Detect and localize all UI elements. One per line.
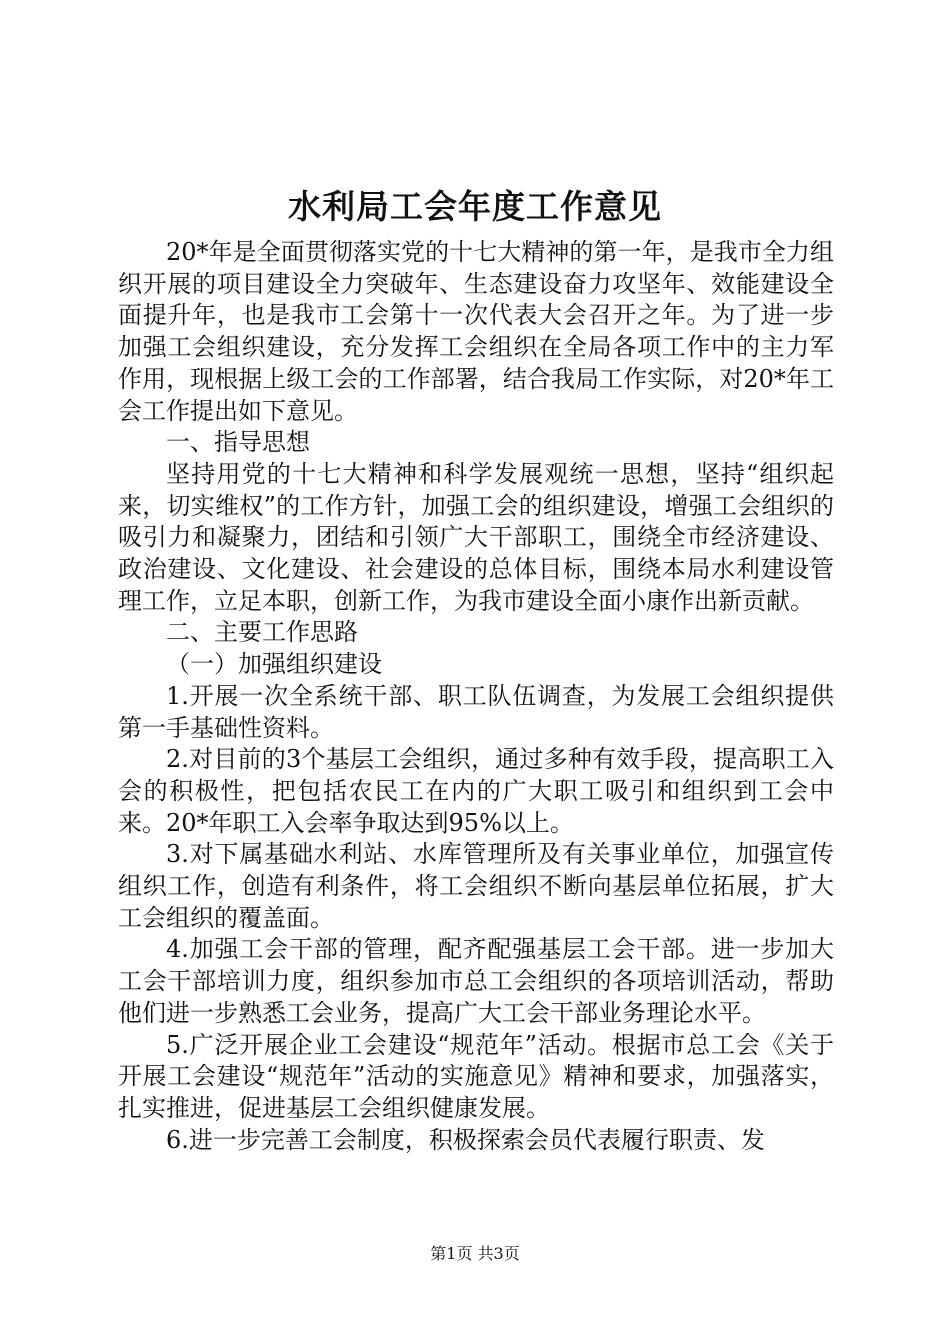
paragraph-guiding-thought: 坚持用党的十七大精神和科学发展观统一思想，坚持“组织起来，切实维权”的工作方针，加强工会的组织建设，增强工会组织的吸引力和凝聚力，团结和引领广大干部职工，围绕全市经济建设、政治建设、文化建设、社会建设的总体目标，围绕本局水利建设管理工作，立足本职，创新工作，为我市建设全面小康作出新贡献。 (118, 459, 834, 615)
document-title: 水利局工会年度工作意见 (288, 187, 662, 226)
page-footer: 第1页 共3页 (430, 1244, 520, 1263)
subheading-organization: （一）加强组织建设 (166, 650, 382, 679)
heading-main-work: 二、主要工作思路 (166, 618, 358, 647)
heading-guiding-thought: 一、指导思想 (166, 428, 310, 457)
list-item-4: 4.加强工会干部的管理，配齐配强基层工会干部。进一步加大工会干部培训力度，组织参加市总工会组织的各项培训活动，帮助他们进一步熟悉工会业务，提高广大工会干部业务理论水平。 (118, 935, 834, 1027)
list-item-1: 1.开展一次全系统干部、职工队伍调查，为发展工会组织提供第一手基础性资料。 (118, 681, 834, 742)
list-item-2: 2.对目前的3个基层工会组织，通过多种有效手段，提高职工入会的积极性，把包括农民工在内的广大职工吸引和组织到工会中来。20*年职工入会率争取达到95%以上。 (118, 745, 834, 837)
document-body (118, 237, 834, 1156)
list-item-5: 5.广泛开展企业工会建设“规范年”活动。根据市总工会《关于开展工会建设“规范年”活动的实施意见》精神和要求，加强落实，扎实推进，促进基层工会组织健康发展。 (118, 1030, 834, 1122)
paragraph-intro: 20*年是全面贯彻落实党的十七大精神的第一年，是我市全力组织开展的项目建设全力突破年、生态建设奋力攻坚年、效能建设全面提升年，也是我市工会第十一次代表大会召开之年。为了进一步加强工会组织建设，充分发挥工会组织在全局各项工作中的主力军作用，现根据上级工会的工作部署，结合我局工作实际，对20*年工会工作提出如下意见。 (118, 238, 834, 425)
list-item-3: 3.对下属基础水利站、水库管理所及有关事业单位，加强宣传组织工作，创造有利条件，将工会组织不断向基层单位拓展，扩大工会组织的覆盖面。 (118, 840, 834, 932)
list-item-6: 6.进一步完善工会制度，积极探索会员代表履行职责、发 (166, 1125, 765, 1154)
